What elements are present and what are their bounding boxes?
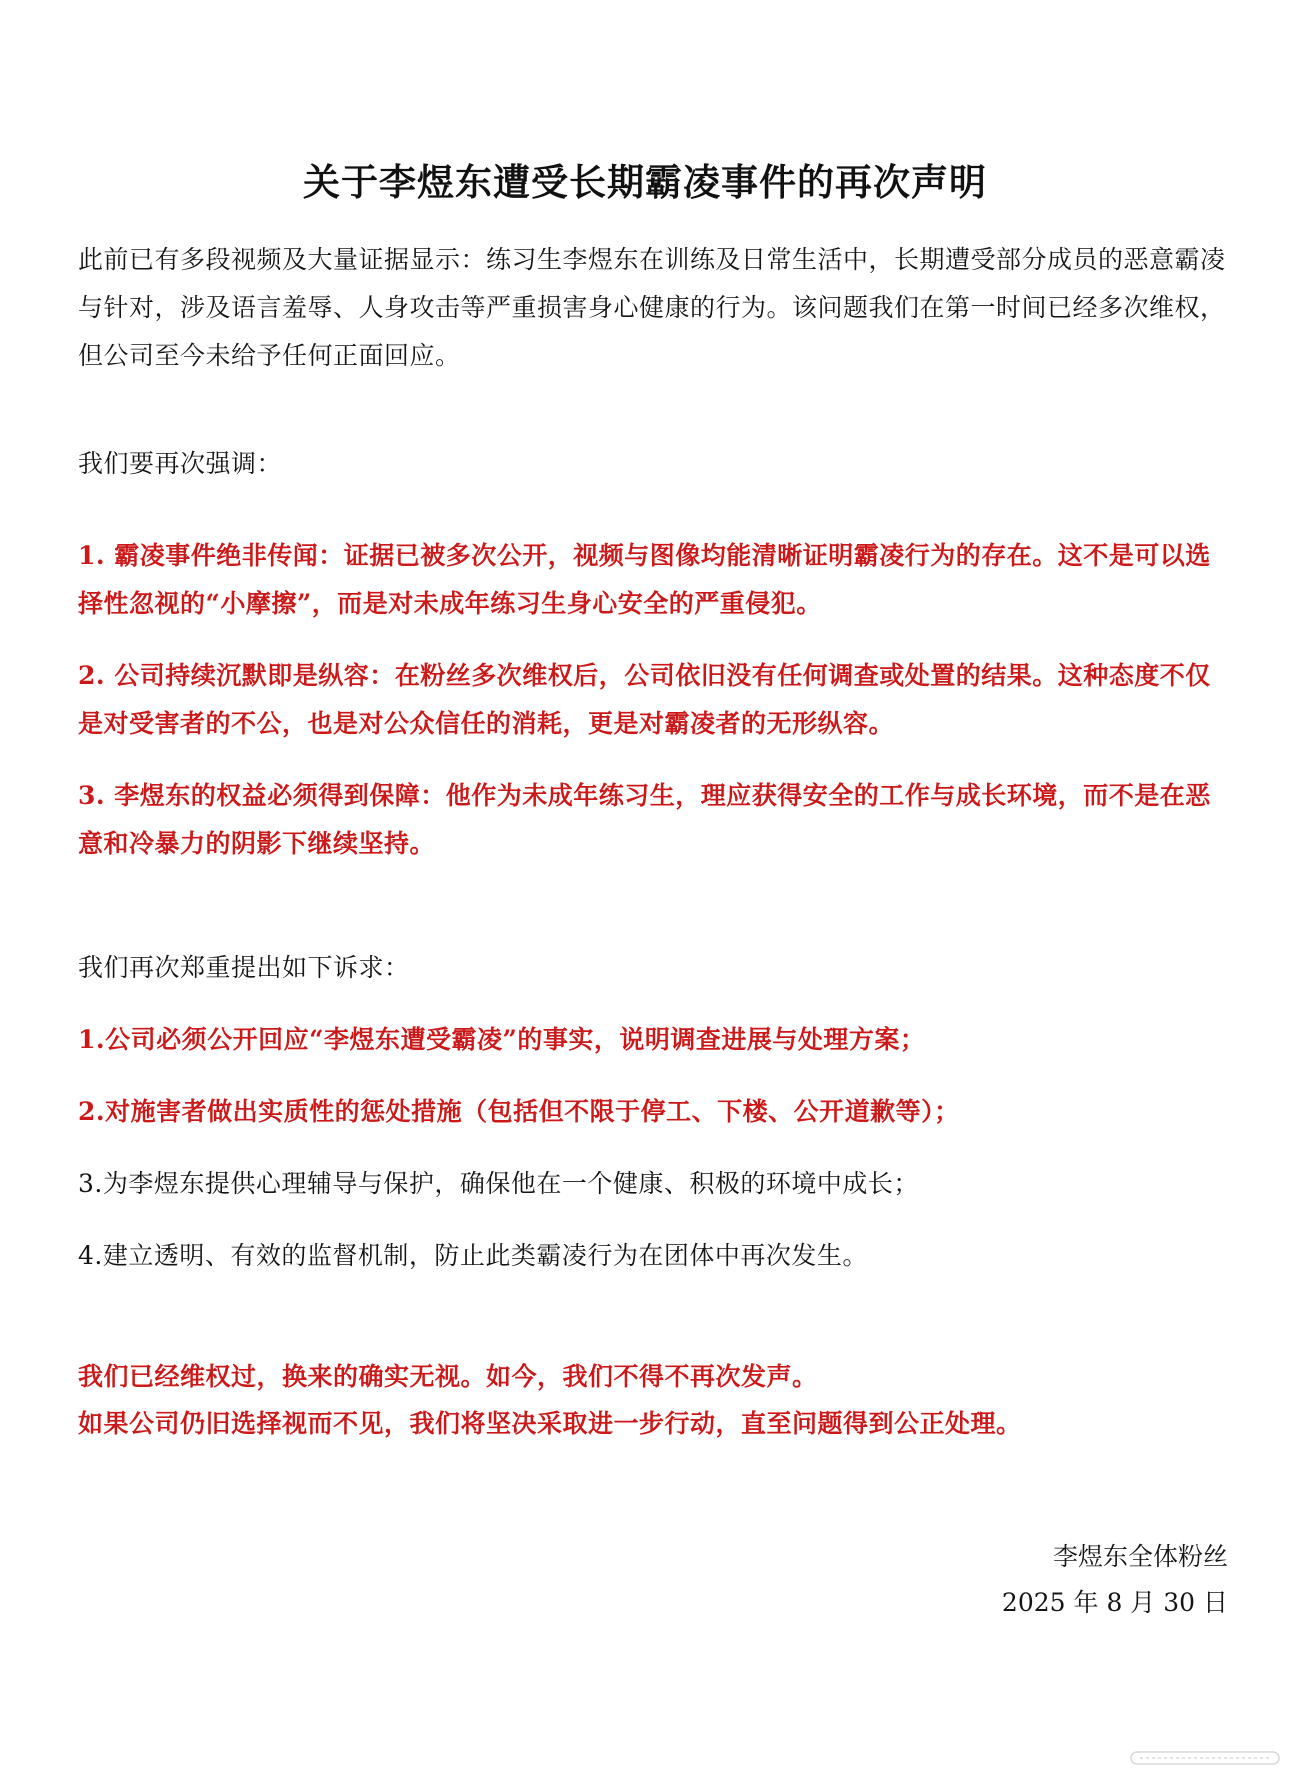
emphasis-point-2: 2. 公司持续沉默即是纵容：在粉丝多次维权后，公司依旧没有任何调查或处置的结果。这种态度不仅是对受害者的不公，也是对公众信任的消耗，更是对霸凌者的无形纵容。 (78, 661, 1211, 738)
emphasis-point-1: 1. 霸凌事件绝非传闻：证据已被多次公开，视频与图像均能清晰证明霸凌行为的存在。这不是可以选择性忽视的“小摩擦”，而是对未成年练习生身心安全的严重侵犯。 (78, 541, 1211, 618)
intro-paragraph: 此前已有多段视频及大量证据显示：练习生李煜东在训练及日常生活中，长期遭受部分成员的恶意霸凌与针对，涉及语言羞辱、人身攻击等严重损害身心健康的行为。该问题我们在第一时间已经多次维权，但公司至今未给予任何正面回应。 (78, 245, 1226, 370)
emphasis-point-3: 3. 李煜东的权益必须得到保障：他作为未成年练习生，理应获得安全的工作与成长环境，而不是在恶意和冷暴力的阴影下继续坚持。 (78, 781, 1211, 858)
emphasis-heading: 我们要再次强调： (78, 449, 283, 478)
demands-heading: 我们再次郑重提出如下诉求： (78, 953, 410, 982)
closing-line-2: 如果公司仍旧选择视而不见，我们将坚决采取进一步行动，直至问题得到公正处理。 (78, 1409, 1022, 1438)
statement-date: 2025 年 8 月 30 日 (1001, 1588, 1228, 1617)
closing-line-1: 我们已经维权过，换来的确实无视。如今，我们不得不再次发声。 (78, 1362, 818, 1391)
watermark-icon (1130, 1749, 1280, 1767)
demand-item-4: 4.建立透明、有效的监督机制，防止此类霸凌行为在团体中再次发生。 (78, 1241, 868, 1270)
demand-item-1: 1.公司必须公开回应“李煜东遭受霸凌”的事实，说明调查进展与处理方案； (78, 1025, 926, 1054)
signature: 李煜东全体粉丝 (1052, 1542, 1228, 1571)
statement-title: 关于李煜东遭受长期霸凌事件的再次声明 (303, 160, 987, 204)
demand-item-3: 3.为李煜东提供心理辅导与保护，确保他在一个健康、积极的环境中成长； (78, 1169, 919, 1198)
demand-item-2: 2.对施害者做出实质性的惩处措施（包括但不限于停工、下楼、公开道歉等）； (78, 1097, 960, 1126)
